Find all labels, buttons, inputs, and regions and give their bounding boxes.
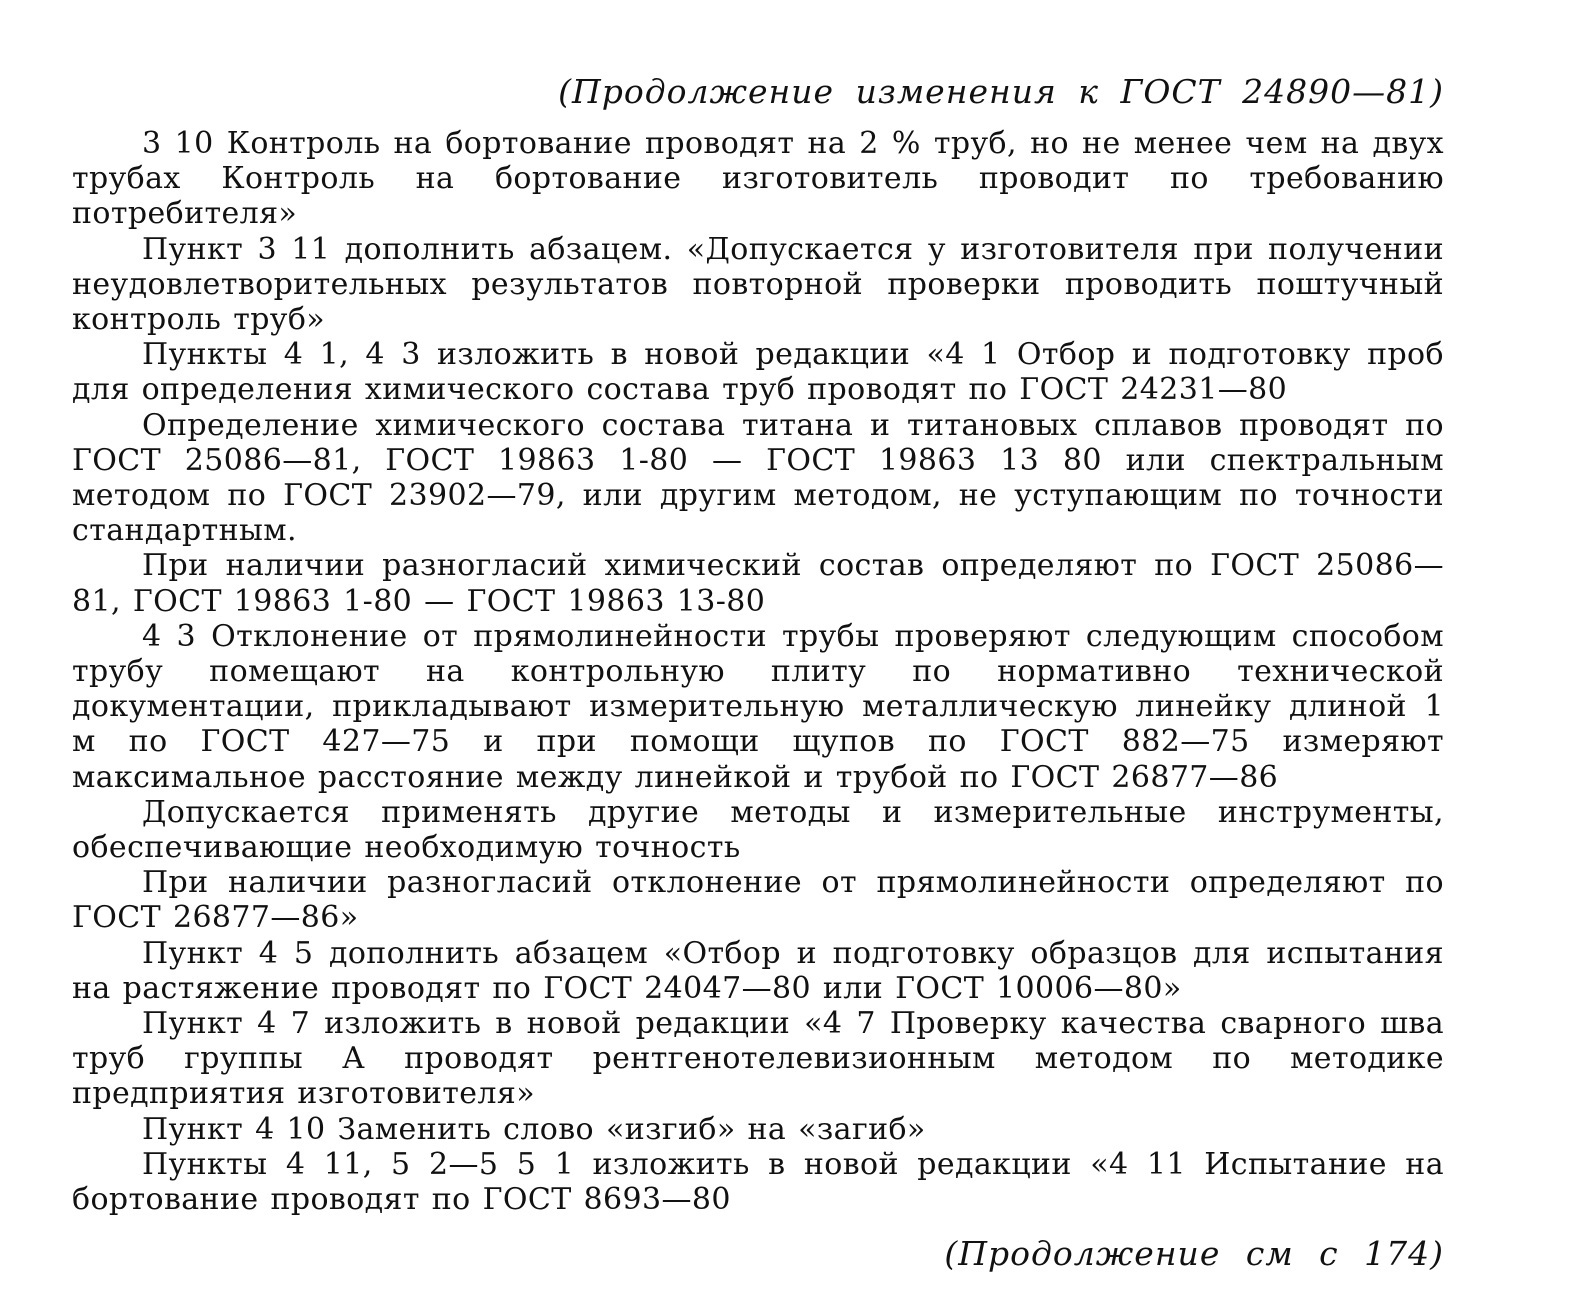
paragraph: Допускается применять другие методы и измерительные инструменты, обеспечивающие необходимую точность bbox=[72, 794, 1444, 866]
paragraph: Пункт 4 7 изложить в новой редакции «4 7 Проверку качества сварного шва труб группы А проводят рентгенотелевизионным методом по методике предприятия изготовителя» bbox=[72, 1006, 1444, 1112]
paragraph: Пункты 4 1, 4 3 изложить в новой редакции «4 1 Отбор и подготовку проб для определения химического состава труб проводят по ГОСТ 24231—80 bbox=[72, 337, 1444, 408]
paragraph: 3 10 Контроль на бортование проводят на 2 % труб, но не менее чем на двух трубах Контроль на бортование изготовитель проводит по требованию потребителя» bbox=[72, 126, 1444, 232]
paragraph: При наличии разногласий отклонение от прямолинейности определяют по ГОСТ 26877—86» bbox=[72, 865, 1444, 936]
paragraph: Пункт 4 5 дополнить абзацем «Отбор и подготовку образцов для испытания на растяжение проводят по ГОСТ 24047—80 или ГОСТ 10006—80» bbox=[72, 935, 1444, 1006]
document-page bbox=[72, 62, 1444, 1217]
page-footer: (Продолжение см с 174) bbox=[944, 1234, 1444, 1273]
paragraph: Пункт 3 11 дополнить абзацем. «Допускается у изготовителя при получении неудовлетворительных результатов повторной проверки проводить поштучный контроль труб» bbox=[72, 231, 1444, 338]
paragraph: 4 3 Отклонение от прямолинейности трубы проверяют следующим способом трубу помещают на контрольную плиту по нормативно технической документации, прикладывают измерительную металлическую линейку длиной 1 м по ГОСТ 427—75 и при помощи щупов по ГОСТ 882—75 измеряют максимальное расстояние между линейкой и трубой по ГОСТ 26877—86 bbox=[72, 618, 1444, 795]
paragraph: При наличии разногласий химический состав определяют по ГОСТ 25086—81, ГОСТ 19863 1-80 — ГОСТ 19863 13-80 bbox=[72, 548, 1444, 619]
page-header: (Продолжение изменения к ГОСТ 24890—81) bbox=[558, 72, 1444, 111]
paragraph: Пункты 4 11, 5 2—5 5 1 изложить в новой редакции «4 11 Испытание на бортование проводят по ГОСТ 8693—80 bbox=[72, 1146, 1444, 1218]
paragraph: Пункт 4 10 Заменить слово «изгиб» на «загиб» bbox=[142, 1111, 926, 1147]
paragraph: Определение химического состава титана и титановых сплавов проводят по ГОСТ 25086—81, ГОСТ 19863 1-80 — ГОСТ 19863 13 80 или спектральным методом по ГОСТ 23902—79, или другим методом, не уступающим по точности стандартным. bbox=[72, 407, 1444, 549]
document-body bbox=[72, 126, 1444, 1217]
